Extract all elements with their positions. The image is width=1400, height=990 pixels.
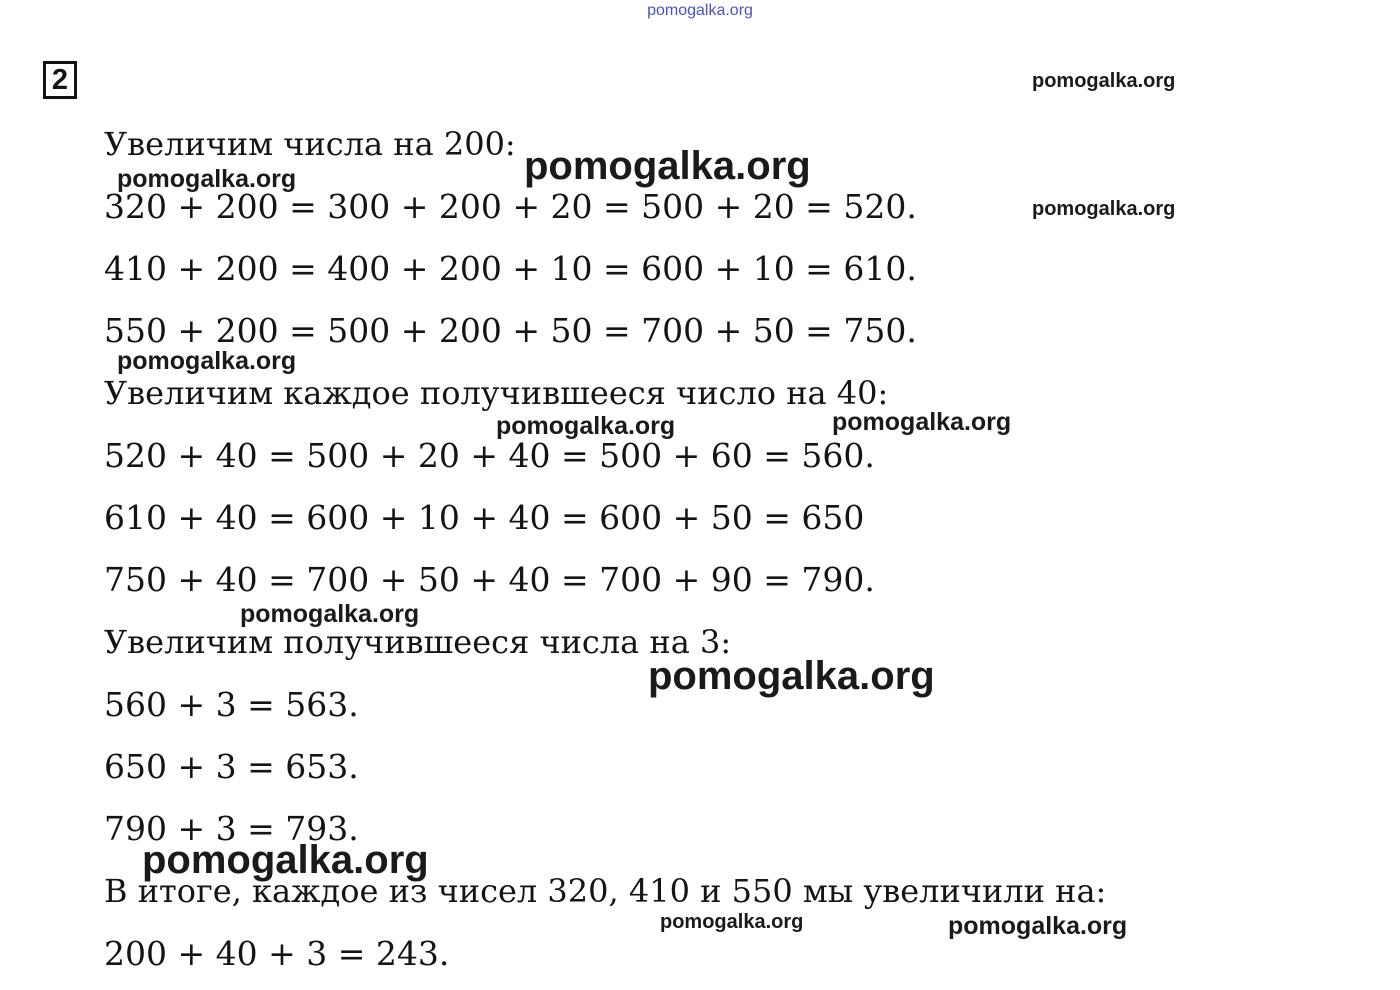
solution-line: 790 + 3 = 793. [104,809,359,848]
solution-line: 550 + 200 = 500 + 200 + 50 = 700 + 50 = 750. [104,311,917,350]
watermark: pomogalka.org [948,912,1128,940]
solution-line: 410 + 200 = 400 + 200 + 10 = 600 + 10 = 610. [104,249,917,288]
solution-line-heading-2: Увеличим каждое получившееся число на 40: [104,374,889,412]
solution-line: 560 + 3 = 563. [104,685,359,724]
watermark: pomogalka.org [142,838,429,882]
watermark: pomogalka.org [240,600,420,628]
watermark: pomogalka.org [524,144,811,188]
task-number-badge: 2 [43,61,77,99]
solution-line: 650 + 3 = 653. [104,747,359,786]
solution-line-heading-1: Увеличим числа на 200: [104,125,516,163]
watermark: pomogalka.org [496,412,676,440]
solution-line: 610 + 40 = 600 + 10 + 40 = 600 + 50 = 650 [104,498,865,537]
watermark: pomogalka.org [832,408,1012,436]
watermark: pomogalka.org [648,654,935,698]
watermark: pomogalka.org [1032,198,1176,220]
solution-line-heading-3: Увеличим получившееся числа на 3: [104,623,732,661]
solution-line: 320 + 200 = 300 + 200 + 20 = 500 + 20 = 520. [104,187,917,226]
solution-line: 750 + 40 = 700 + 50 + 40 = 700 + 90 = 790. [104,560,875,599]
top-watermark: pomogalka.org [647,2,753,19]
watermark: pomogalka.org [660,911,804,933]
watermark: pomogalka.org [1032,70,1176,92]
solution-line: 520 + 40 = 500 + 20 + 40 = 500 + 60 = 560. [104,436,875,475]
solution-line-answer: 200 + 40 + 3 = 243. [104,934,450,973]
watermark: pomogalka.org [117,165,297,193]
watermark: pomogalka.org [117,347,297,375]
solution-line-conclusion: В итоге, каждое из чисел 320, 410 и 550 мы увеличили на: [104,872,1107,910]
